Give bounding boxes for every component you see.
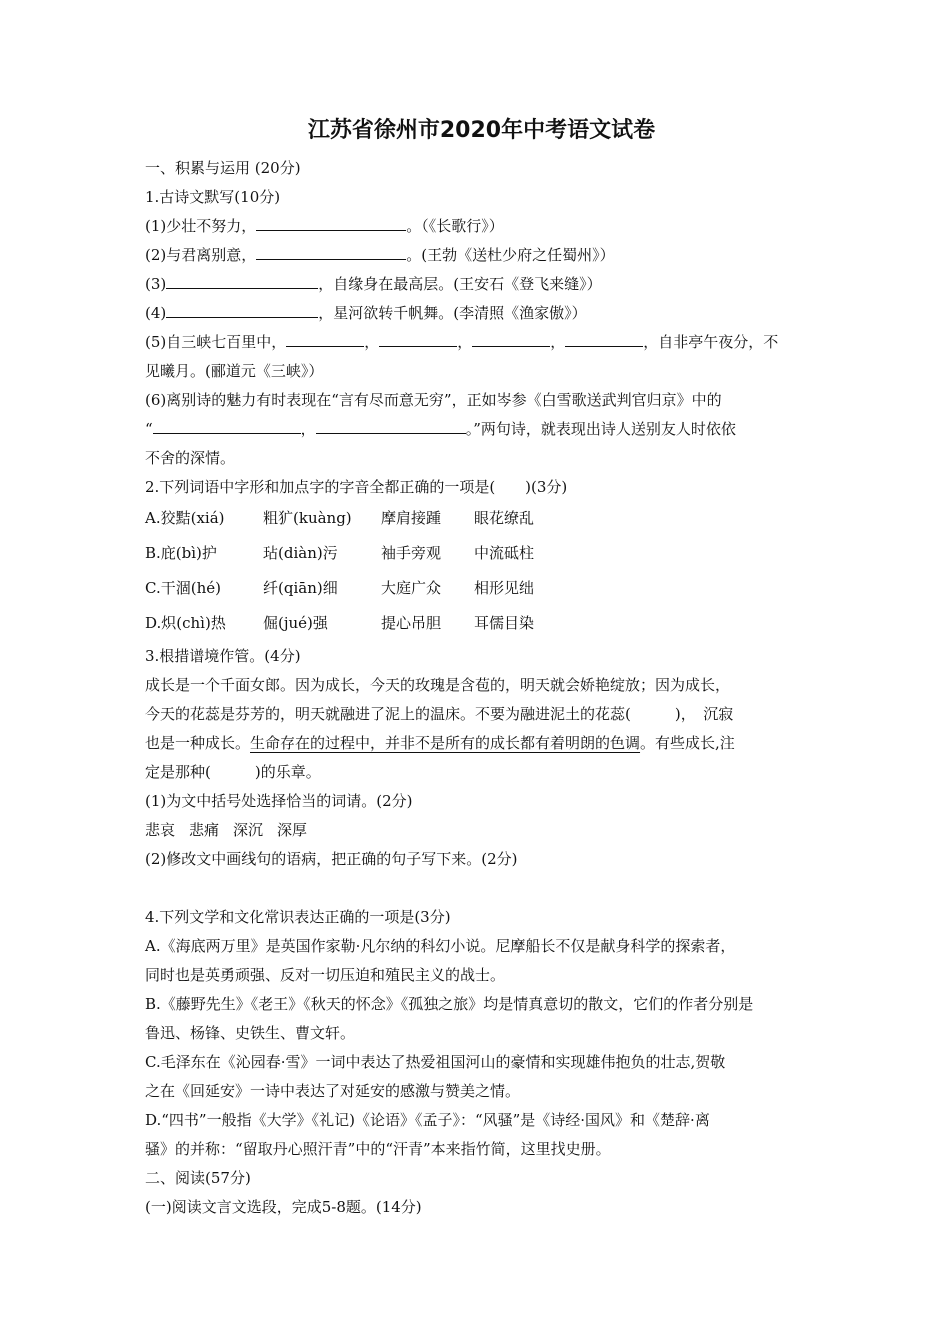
question-3-text-line-1: 成长是一个千面女郎。因为成长，今天的玫瑰是含苞的，明天就会娇艳绽放；因为成长， xyxy=(145,676,731,694)
subsection-heading-1: (一)阅读文言文选段，完成5-8题。(14分) xyxy=(145,1198,422,1216)
question-3-word-choices xyxy=(145,816,810,845)
question-2-option-c: C.干涸(hé) 纤(qiān)细 大庭广众 相形见绌 xyxy=(145,579,535,597)
question-3-sub-1: (1)为文中括号处选择恰当的词请。(2分) xyxy=(145,792,413,810)
answer-blank[interactable] xyxy=(256,214,406,231)
question-4-option-b-line-2: 鲁迅、杨锋、史铁生、曹文轩。 xyxy=(145,1024,356,1042)
question-1-item-6-cont: 不舍的深情。 xyxy=(145,449,236,467)
question-1-item-1: (1)少壮不努力， 。（《长歌行》） xyxy=(145,212,810,241)
word-choice: 悲哀 xyxy=(145,821,176,839)
question-1-item-6: (6)离别诗的魅力有时表现在“言有尽而意无穷”，正如岑参《白雪歌送武判官归京》中的 xyxy=(145,391,722,409)
underlined-sentence: 生命存在的过程中，并非不是所有的成长都有着明朗的色调 xyxy=(250,734,641,752)
question-4-option-c-line-1: C.毛泽东在《沁园春·雪》一词中表达了热爱祖国河山的豪情和实现雄伟抱负的壮志,贺敬 xyxy=(145,1053,726,1071)
word-choice: 深沉 xyxy=(233,821,264,839)
question-4-option-a-line-1: A.《海底两万里》是英国作家勒·凡尔纳的科幻小说。尼摩船长不仅是献身科学的探索者， xyxy=(145,937,736,955)
answer-blank[interactable] xyxy=(316,417,466,434)
answer-blank[interactable] xyxy=(286,330,364,347)
answer-space xyxy=(145,874,810,903)
question-3-sub-2: (2)修改文中画线句的语病，把正确的句子写下来。(2分) xyxy=(145,850,518,868)
question-2-heading: 2.下列词语中字形和加点字的字音全都正确的一项是( )(3分) xyxy=(145,478,568,496)
document-title: 江苏省徐州市2020年中考语文试卷 xyxy=(307,118,656,143)
question-3-text-line-2: 今天的花蕊是芬芳的，明天就融进了泥上的温床。不要为融进泥土的花蕊( )， 沉寂 xyxy=(145,705,734,723)
question-4-heading: 4.下列文学和文化常识表达正确的一项是(3分) xyxy=(145,908,451,926)
question-4-option-c-line-2: 之在《回延安》一诗中表达了对延安的感激与赞美之情。 xyxy=(145,1082,521,1100)
word-choice: 悲痛 xyxy=(189,821,220,839)
question-1-item-5-cont: 见曦月。(郦道元《三峡》） xyxy=(145,362,324,380)
answer-blank[interactable] xyxy=(153,417,301,434)
question-4-option-a-line-2: 同时也是英勇顽强、反对一切压迫和殖民主义的战士。 xyxy=(145,966,506,984)
question-1-item-5: (5)自三峡七百里中， ， ， ， ，自非亭午夜分，不 xyxy=(145,328,810,357)
section-heading-2: 二、阅读(57分) xyxy=(145,1169,251,1187)
question-3-text-line-3: 也是一种成长。生命存在的过程中，并非不是所有的成长都有着明朗的色调。有些成长,注 xyxy=(145,734,735,752)
answer-blank[interactable] xyxy=(379,330,457,347)
answer-blank[interactable] xyxy=(166,301,318,318)
answer-blank[interactable] xyxy=(565,330,643,347)
question-2-option-a: A.狡黠(xiá) 粗犷(kuàng) 摩肩接踵 眼花缭乱 xyxy=(145,509,535,527)
question-4-option-b-line-1: B.《藤野先生》《老王》《秋天的怀念》《孤独之旅》均是情真意切的散文，它们的作者分别是 xyxy=(145,995,754,1013)
question-3-text-line-4: 定是那种( )的乐章。 xyxy=(145,763,321,781)
question-4-option-d-line-2: 骚》的并称：“留取丹心照汗青”中的“汗青”本来指竹简，这里找史册。 xyxy=(145,1140,611,1158)
question-2-option-b: B.庇(bì)护 玷(diàn)污 袖手旁观 中流砥柱 xyxy=(145,544,535,562)
answer-blank[interactable] xyxy=(256,243,406,260)
question-1-item-6-blanks: “ ， 。”两句诗，就表现出诗人送别友人时依依 xyxy=(145,415,810,444)
question-1-item-4: (4) ，星河欲转千帆舞。(李清照《渔家傲》） xyxy=(145,299,810,328)
answer-blank[interactable] xyxy=(166,272,318,289)
question-2-option-d: D.炽(chì)热 倔(jué)强 提心吊胆 耳儒目染 xyxy=(145,614,535,632)
question-1-item-2: (2)与君离别意， 。(王勃《送杜少府之任蜀州》） xyxy=(145,241,810,270)
question-1-heading: 1.古诗文默写(10分) xyxy=(145,188,281,206)
answer-blank[interactable] xyxy=(472,330,550,347)
question-4-option-d-line-1: D.“四书”一般指《大学》《礼记)《论语》《孟子》：“风骚”是《诗经·国风》和《楚辞·离 xyxy=(145,1111,710,1129)
section-heading-1: 一、积累与运用 (20分) xyxy=(145,159,301,177)
question-1-item-3: (3) ，自缘身在最高层。(王安石《登飞来缝》） xyxy=(145,270,810,299)
word-choice: 深厚 xyxy=(277,821,308,839)
question-3-heading: 3.根措谱境作管。(4分) xyxy=(145,647,301,665)
